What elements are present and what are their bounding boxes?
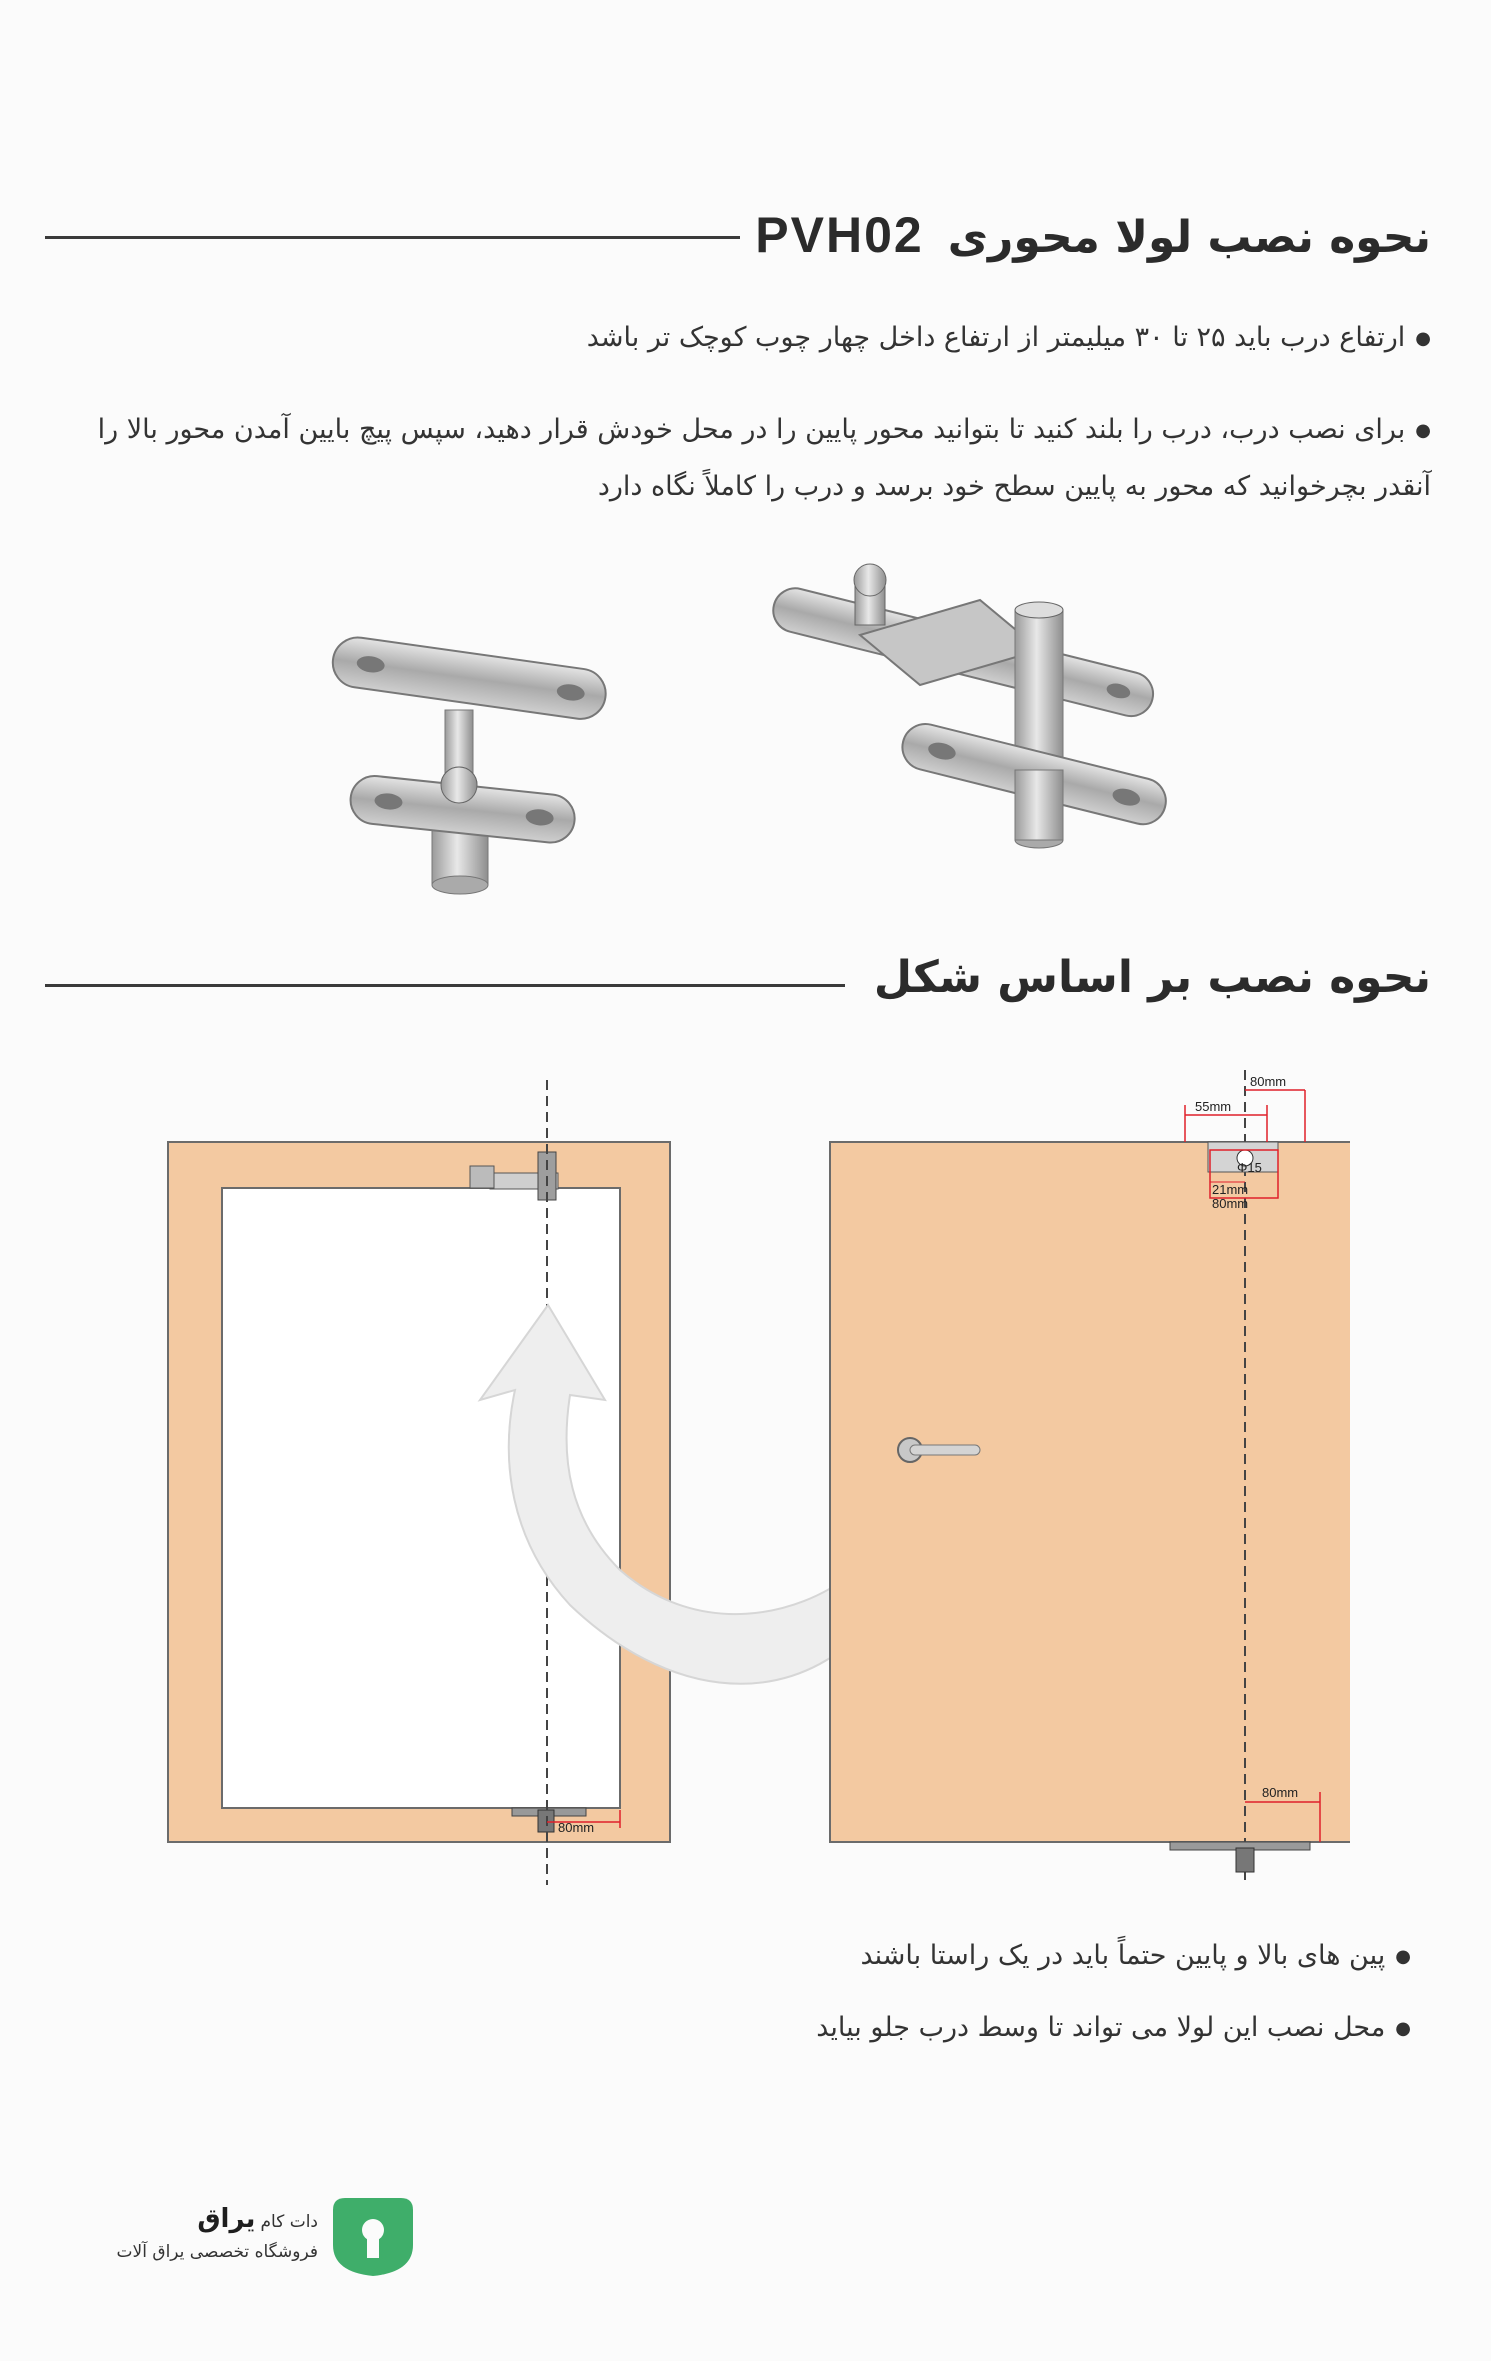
section1-rule xyxy=(45,236,740,239)
door-frame xyxy=(168,1080,670,1885)
installation-diagram xyxy=(150,1070,1350,1920)
section2-rule xyxy=(45,984,845,987)
dim-label-top-small: 80mm xyxy=(1212,1196,1249,1211)
dim-label-bottom-right: 80mm xyxy=(1262,1785,1299,1800)
note-position: ● محل نصب این لولا می تواند تا وسط درب جلو بیاید xyxy=(816,2012,1411,2043)
brand-logo xyxy=(108,2190,438,2280)
dim-label-top-outer: 80mm xyxy=(1250,1074,1287,1089)
pivot-hinge-simple xyxy=(330,634,609,894)
bullet-install: ● برای نصب درب، درب را بلند کنید تا بتوانید محور پایین را در محل خودش قرار دهید، سپس پیچ بایین آمدن محور بالا را آنقدر بچرخوانید که محور به پایین سطح خود برسد و درب را کاملاً نگاه دارد xyxy=(36,402,1431,515)
section1-title: نحوه نصب لولا محوریPVH02 xyxy=(755,207,1431,263)
note-alignment: ● پین های بالا و پایین حتماً باید در یک راستا باشند xyxy=(860,1940,1411,1971)
keyhole-shield-icon xyxy=(318,2190,428,2280)
dim-label-top-mid: 55mm xyxy=(1195,1099,1232,1114)
logo-suffix: دات کام xyxy=(260,2212,318,2232)
logo-tagline: فروشگاه تخصصی یراق آلات xyxy=(116,2242,318,2262)
product-code: PVH02 xyxy=(755,207,924,263)
dim-label-bottom-left: 80mm xyxy=(558,1820,595,1835)
bullet-height: ● ارتفاع درب باید ۲۵ تا ۳۰ میلیمتر از ارتفاع داخل چهار چوب کوچک تر باشد xyxy=(31,310,1431,367)
logo-name: یراق xyxy=(197,2204,256,2234)
pivot-hinge-adjustable xyxy=(769,564,1171,848)
door-leaf xyxy=(830,1070,1350,1885)
section2-title: نحوه نصب بر اساس شکل xyxy=(873,952,1431,1003)
hinge-photos xyxy=(300,540,1200,910)
dim-label-offset: 21mm xyxy=(1212,1182,1249,1197)
dim-label-pin: Φ15 xyxy=(1237,1160,1262,1175)
leaf-bottom-hinge xyxy=(1170,1842,1310,1872)
